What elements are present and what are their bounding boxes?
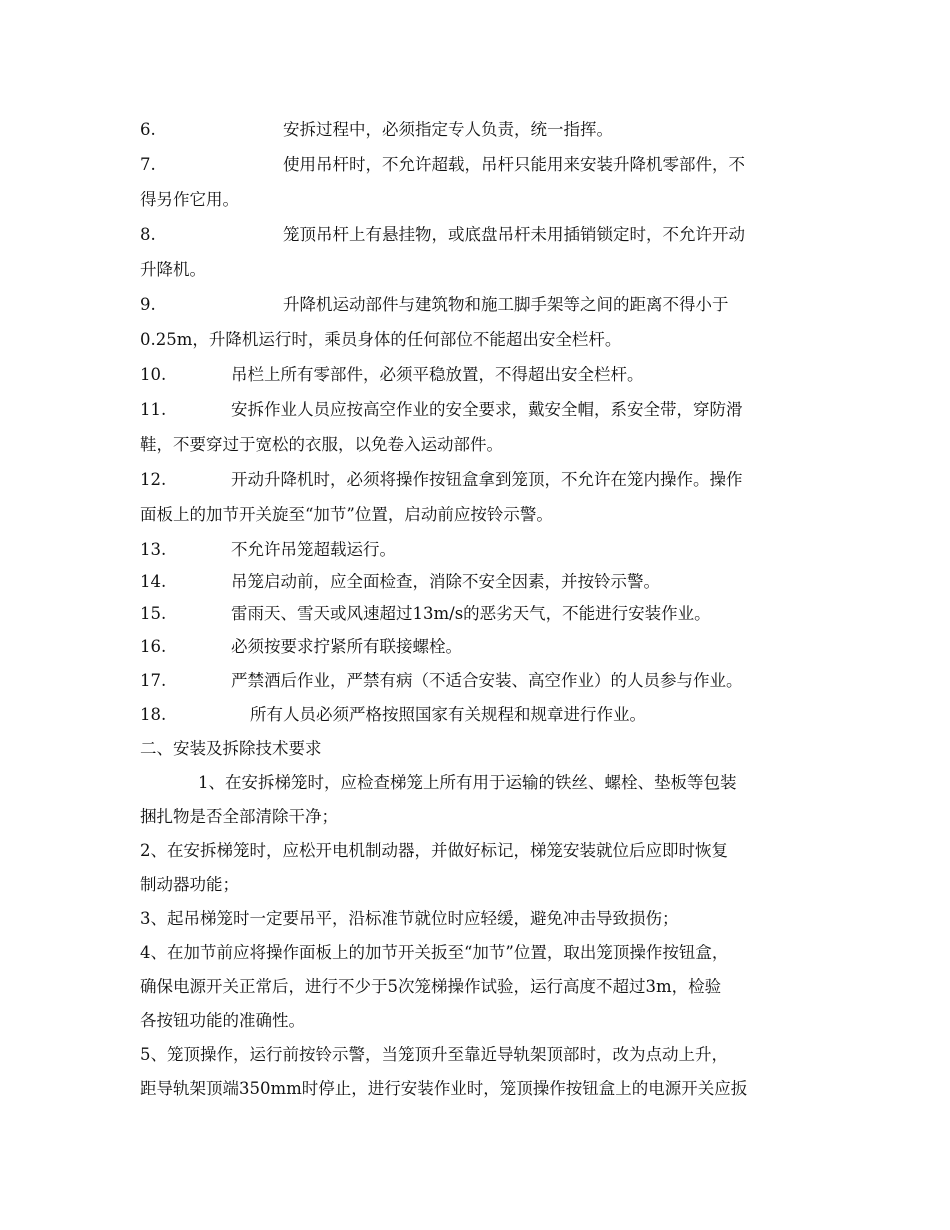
requirement-line: 1、在安拆梯笼时，应检查梯笼上所有用于运输的铁丝、螺栓、垫板等包装 <box>198 773 737 792</box>
item-continuation: 鞋，不要穿过于宽松的衣服，以免卷入运动部件。 <box>140 435 503 454</box>
item-number: 8. <box>140 225 156 244</box>
item-number: 14. <box>140 572 167 591</box>
requirement-continuation: 捆扎物是否全部清除干净； <box>140 807 338 826</box>
item-text: 必须按要求拧紧所有联接螺栓。 <box>231 637 462 656</box>
item-text: 开动升降机时，必须将操作按钮盒拿到笼顶，不允许在笼内操作。操作 <box>231 470 743 489</box>
item-number: 10. <box>140 365 167 384</box>
item-number: 15. <box>140 604 167 623</box>
requirement-continuation: 各按钮功能的准确性。 <box>140 1011 305 1030</box>
item-text: 吊笼启动前，应全面检查，消除不安全因素，并按铃示警。 <box>231 572 660 591</box>
item-text: 严禁酒后作业，严禁有病（不适合安装、高空作业）的人员参与作业。 <box>231 671 743 690</box>
item-number: 12. <box>140 470 167 489</box>
section-heading: 二、安装及拆除技术要求 <box>140 739 322 758</box>
item-text: 使用吊杆时，不允许超载，吊杆只能用来安装升降机零部件，不 <box>283 155 745 174</box>
requirement-continuation: 制动器功能； <box>140 875 239 894</box>
item-text: 升降机运动部件与建筑物和施工脚手架等之间的距离不得小于 <box>283 295 729 314</box>
item-text: 安拆作业人员应按高空作业的安全要求，戴安全帽，系安全带，穿防滑 <box>231 400 743 419</box>
item-continuation: 面板上的加节开关旋至“加节”位置，启动前应按铃示警。 <box>140 505 553 524</box>
requirement-line: 4、在加节前应将操作面板上的加节开关扳至“加节”位置，取出笼顶操作按钮盒， <box>140 943 729 962</box>
item-number: 13. <box>140 540 167 559</box>
item-continuation: 得另作它用。 <box>140 190 239 209</box>
requirement-continuation: 确保电源开关正常后，进行不少于5次笼梯操作试验，运行高度不超过3m，检验 <box>140 977 722 996</box>
requirement-continuation: 距导轨架顶端350mm时停止，进行安装作业时，笼顶操作按钮盒上的电源开关应扳 <box>140 1079 748 1098</box>
item-number: 11. <box>140 400 167 419</box>
requirement-line: 5、笼顶操作，运行前按铃示警，当笼顶升至靠近导轨架顶部时，改为点动上升， <box>140 1045 728 1064</box>
item-number: 9. <box>140 295 156 314</box>
item-continuation: 0.25m，升降机运行时，乘员身体的任何部位不能超出安全栏杆。 <box>140 330 622 349</box>
item-number: 18. <box>140 705 167 724</box>
item-number: 16. <box>140 637 167 656</box>
requirement-line: 3、起吊梯笼时一定要吊平，沿标准节就位时应轻缓，避免冲击导致损伤； <box>140 909 679 928</box>
item-text: 不允许吊笼超载运行。 <box>231 540 396 559</box>
item-number: 6. <box>140 120 156 139</box>
item-number: 17. <box>140 671 167 690</box>
item-number: 7. <box>140 155 156 174</box>
item-continuation: 升降机。 <box>140 260 206 279</box>
item-text: 吊栏上所有零部件，必须平稳放置，不得超出安全栏杆。 <box>231 365 644 384</box>
item-text: 所有人员必须严格按照国家有关规程和规章进行作业。 <box>250 705 646 724</box>
item-text: 雷雨天、雪天或风速超过13m/s的恶劣天气，不能进行安装作业。 <box>231 604 711 623</box>
item-text: 笼顶吊杆上有悬挂物，或底盘吊杆未用插销锁定时，不允许开动 <box>283 225 745 244</box>
requirement-line: 2、在安拆梯笼时，应松开电机制动器，并做好标记，梯笼安装就位后应即时恢复 <box>140 841 728 860</box>
item-text: 安拆过程中，必须指定专人负责，统一指挥。 <box>283 120 613 139</box>
